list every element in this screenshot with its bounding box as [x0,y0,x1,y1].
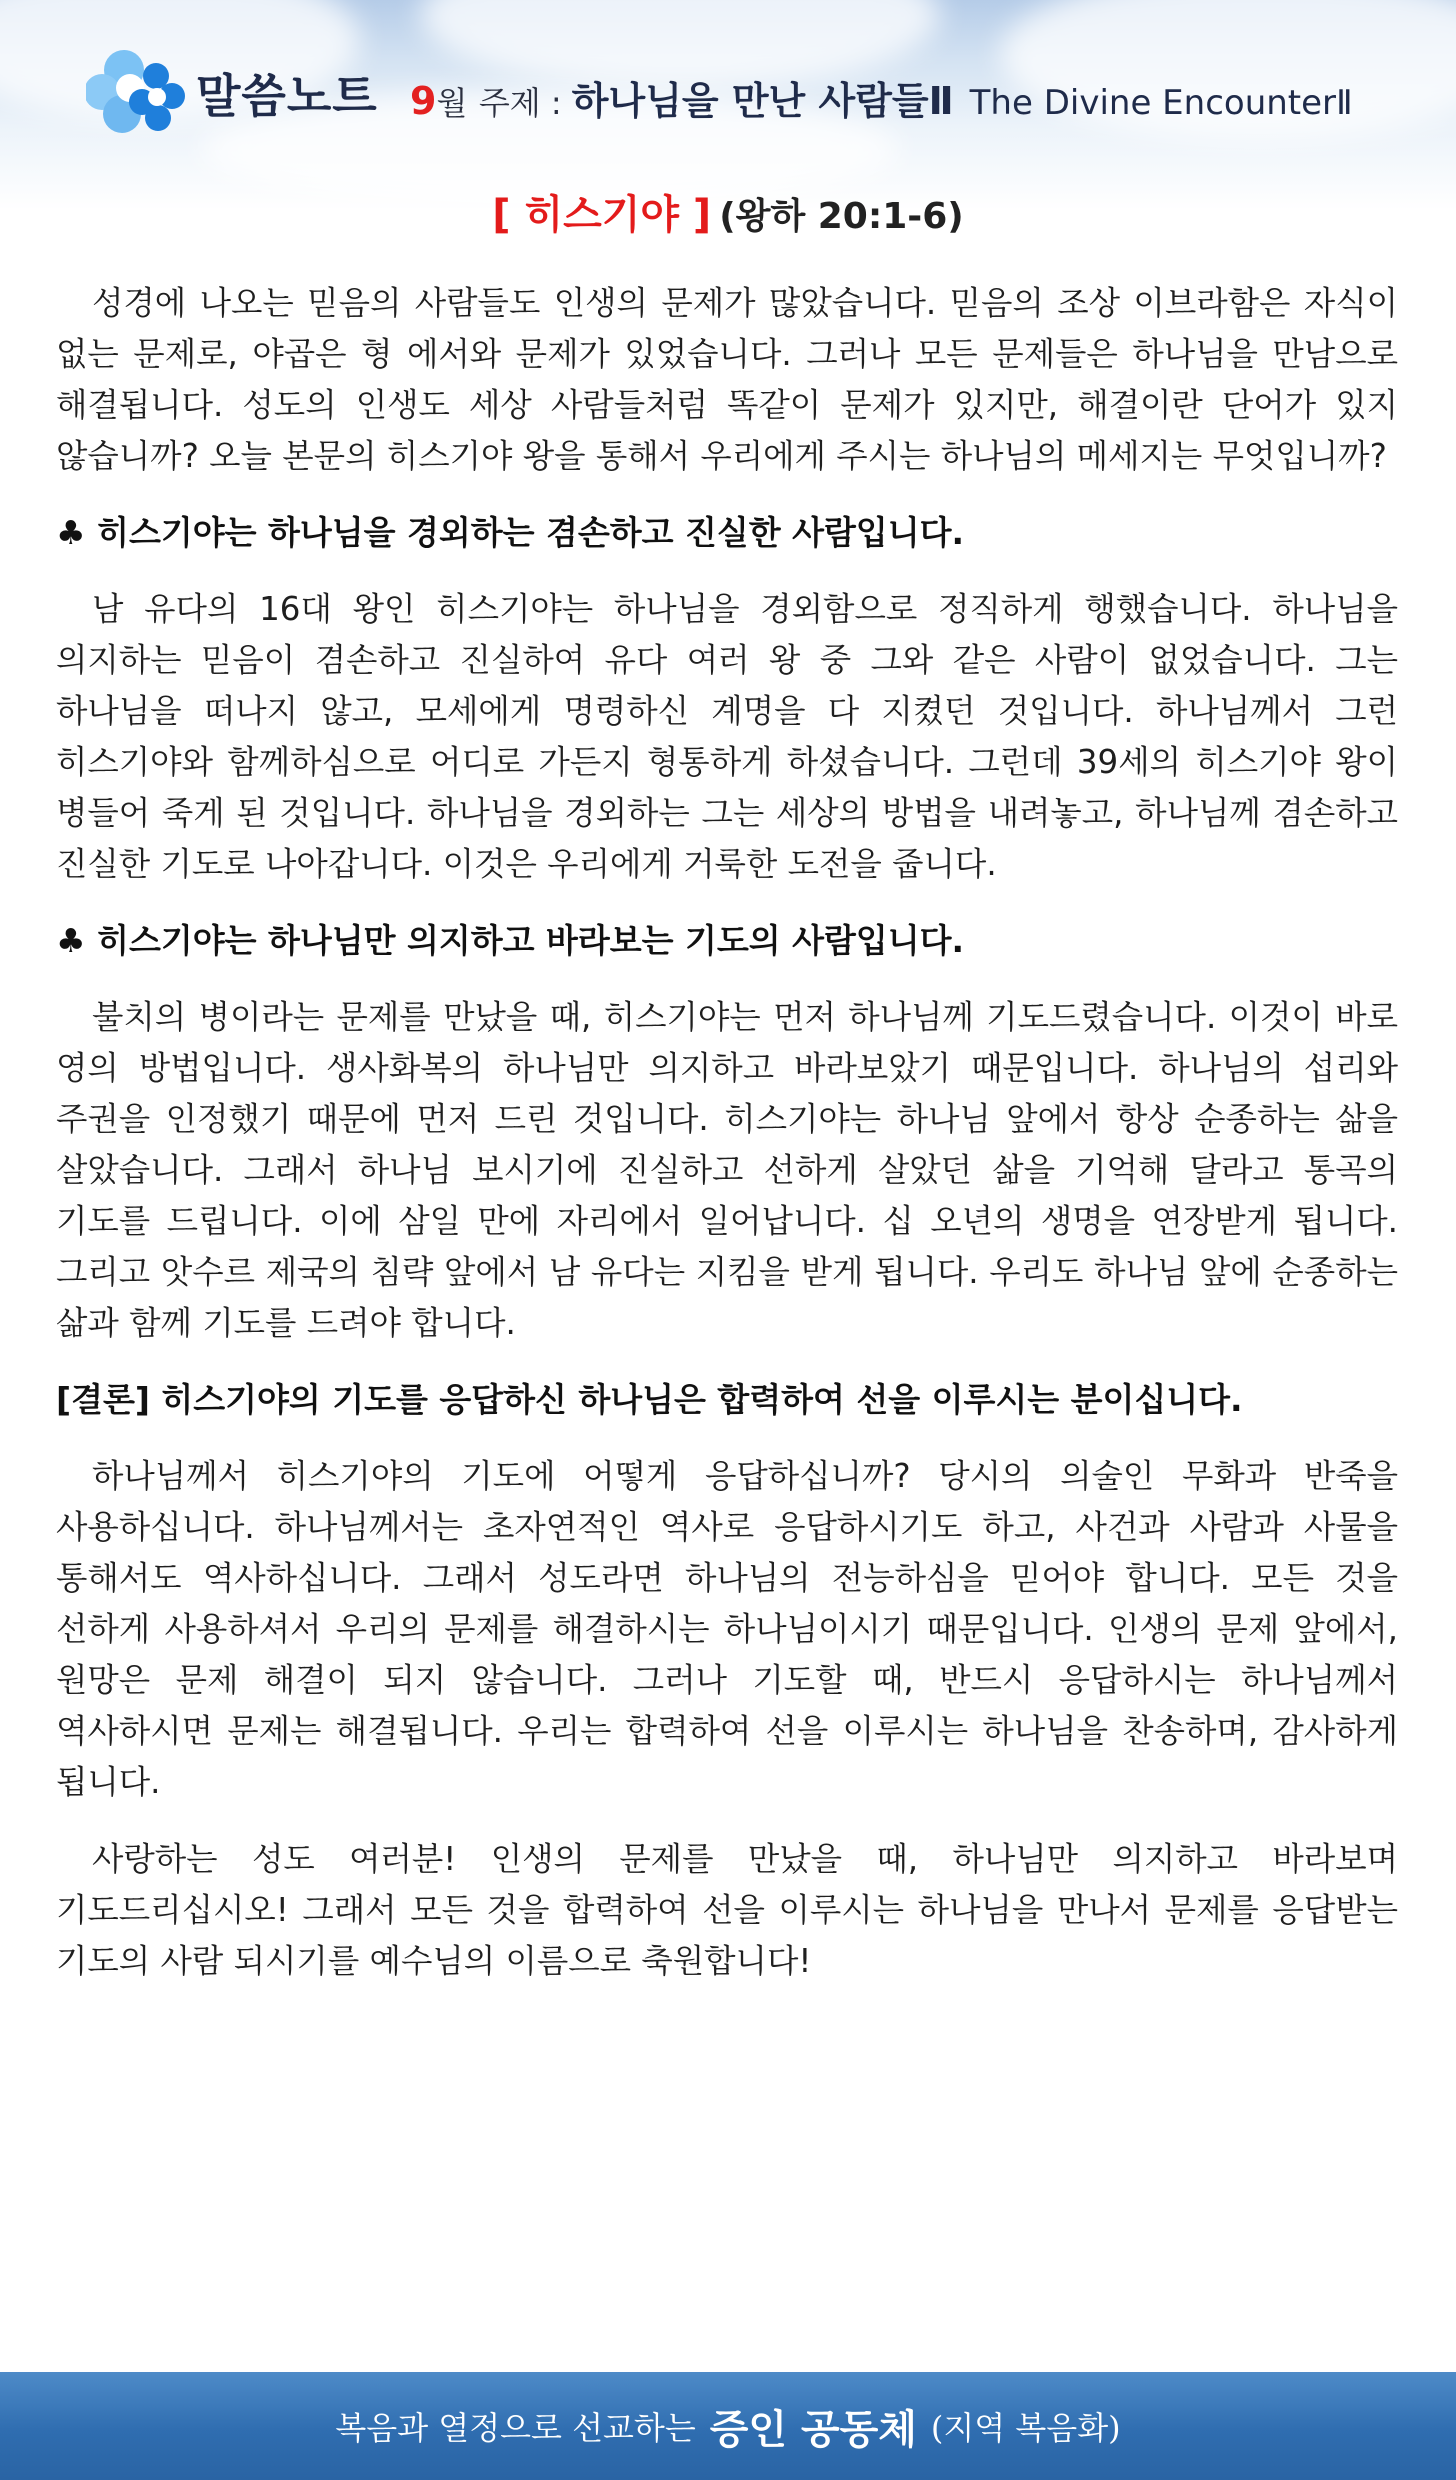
theme-korean: 하나님을 만난 사람들Ⅱ [571,79,954,123]
section-paragraph-1: 남 유다의 16대 왕인 히스기야는 하나님을 경외함으로 정직하게 행했습니다. 하나님을 의지하는 믿음이 겸손하고 진실하여 유다 여러 왕 중 그와 같은 사람이 없었습니다. 그는 하나님을 떠나지 않고, 모세에게 명령하신 계명을 다 지켰던 것입니다. 하나님께서 그런 히스기야와 함께하심으로 어디로 가든지 형통하게 하셨습니다. 그런데 39세의 히스기야 왕이 병들어 죽게 된 것입니다. 하나님을 경외하는 그는 세상의 방법을 내려놓고, 하나님께 겸손하고 진실한 기도로 나아갑니다. 이것은 우리에게 거룩한 도전을 줍니다. [56,590,1398,883]
theme-colon: : [540,84,572,122]
brand-title: 말씀노트 [196,69,378,123]
header [0,52,1456,152]
intro-paragraph: 성경에 나오는 믿음의 사람들도 인생의 문제가 많았습니다. 믿음의 조상 이브라함은 자식이 없는 문제로, 야곱은 형 에서와 문제가 있었습니다. 그러나 모든 문제들은 하나님을 만남으로 해결됩니다. 성도의 인생도 세상 사람들처럼 똑같이 문제가 있지만, 해결이란 단어가 있지 않습니까? 오늘 본문의 히스기야 왕을 통해서 우리에게 주시는 하나님의 메세지는 무엇입니까? [56,284,1398,475]
footer-slogan: 복음과 열정으로 선교하는 [335,2409,696,2447]
section-paragraph-2: 불치의 병이라는 문제를 만났을 때, 히스기야는 먼저 하나님께 기도드렸습니다. 이것이 바로 영의 방법입니다. 생사화복의 하나님만 의지하고 바라보았기 때문입니다. 하나님의 섭리와 주권을 인정했기 때문에 먼저 드린 것입니다. 히스기야는 하나님 앞에서 항상 순종하는 삶을 살았습니다. 그래서 하나님 보시기에 진실하고 선하게 살았던 삶을 기억해 달라고 통곡의 기도를 드립니다. 이에 삼일 만에 자리에서 일어납니다. 십 오년의 생명을 연장받게 됩니다. 그리고 앗수르 제국의 침략 앞에서 남 유다는 지킴을 받게 됩니다. 우리도 하나님 앞에 순종하는 삶과 함께 기도를 드려야 합니다. [56,998,1398,1342]
footer-subtitle: (지역 복음화) [930,2409,1121,2447]
month-word: 월 [436,84,468,122]
conclusion-paragraph: 하나님께서 히스기야의 기도에 어떻게 응답하십니까? 당시의 의술인 무화과 반죽을 사용하십니다. 하나님께서는 초자연적인 역사로 응답하시기도 하고, 사건과 사람과 사물을 통해서도 역사하십니다. 그래서 성도라면 하나님의 전능하심을 믿어야 합니다. 모든 것을 선하게 사용하셔서 우리의 문제를 해결하시는 하나님이시기 때문입니다. 인생의 문제 앞에서, 원망은 문제 해결이 되지 않습니다. 그러나 기도할 때, 반드시 응답하시는 하나님께서 역사하시면 문제는 해결됩니다. 우리는 합력하여 선을 이루시는 하나님을 찬송하며, 감사하게 됩니다. [56,1457,1398,1801]
section-heading-1: ♣ 히스기야는 하나님을 경외하는 겸손하고 진실한 사람입니다. [56,513,965,552]
sermon-title-name: [ 히스기야 ] [492,192,712,238]
theme-english: The Divine EncounterⅡ [969,83,1353,123]
blue-flower-logo-icon [86,46,188,138]
month-number: 9 [410,79,437,123]
footer-banner [0,2372,1456,2480]
scripture-reference: (왕하 20:1-6) [719,196,964,237]
monthly-theme [410,70,1353,125]
sermon-body [56,278,1398,1987]
footer-community-name: 증인 공동체 [709,2405,917,2453]
closing-paragraph: 사랑하는 성도 여러분! 인생의 문제를 만났을 때, 하나님만 의지하고 바라보며 기도드리십시오! 그래서 모든 것을 합력하여 선을 이루시는 하나님을 만나서 문제를 응답받는 기도의 사람 되시기를 예수님의 이름으로 축원합니다! [56,1840,1398,1980]
conclusion-heading: [결론] 히스기야의 기도를 응답하신 하나님은 합력하여 선을 이루시는 분이십니다. [56,1380,1243,1419]
section-heading-2: ♣ 히스기야는 하나님만 의지하고 바라보는 기도의 사람입니다. [56,921,965,960]
sermon-title [0,183,1456,240]
theme-label: 주제 [478,84,541,122]
